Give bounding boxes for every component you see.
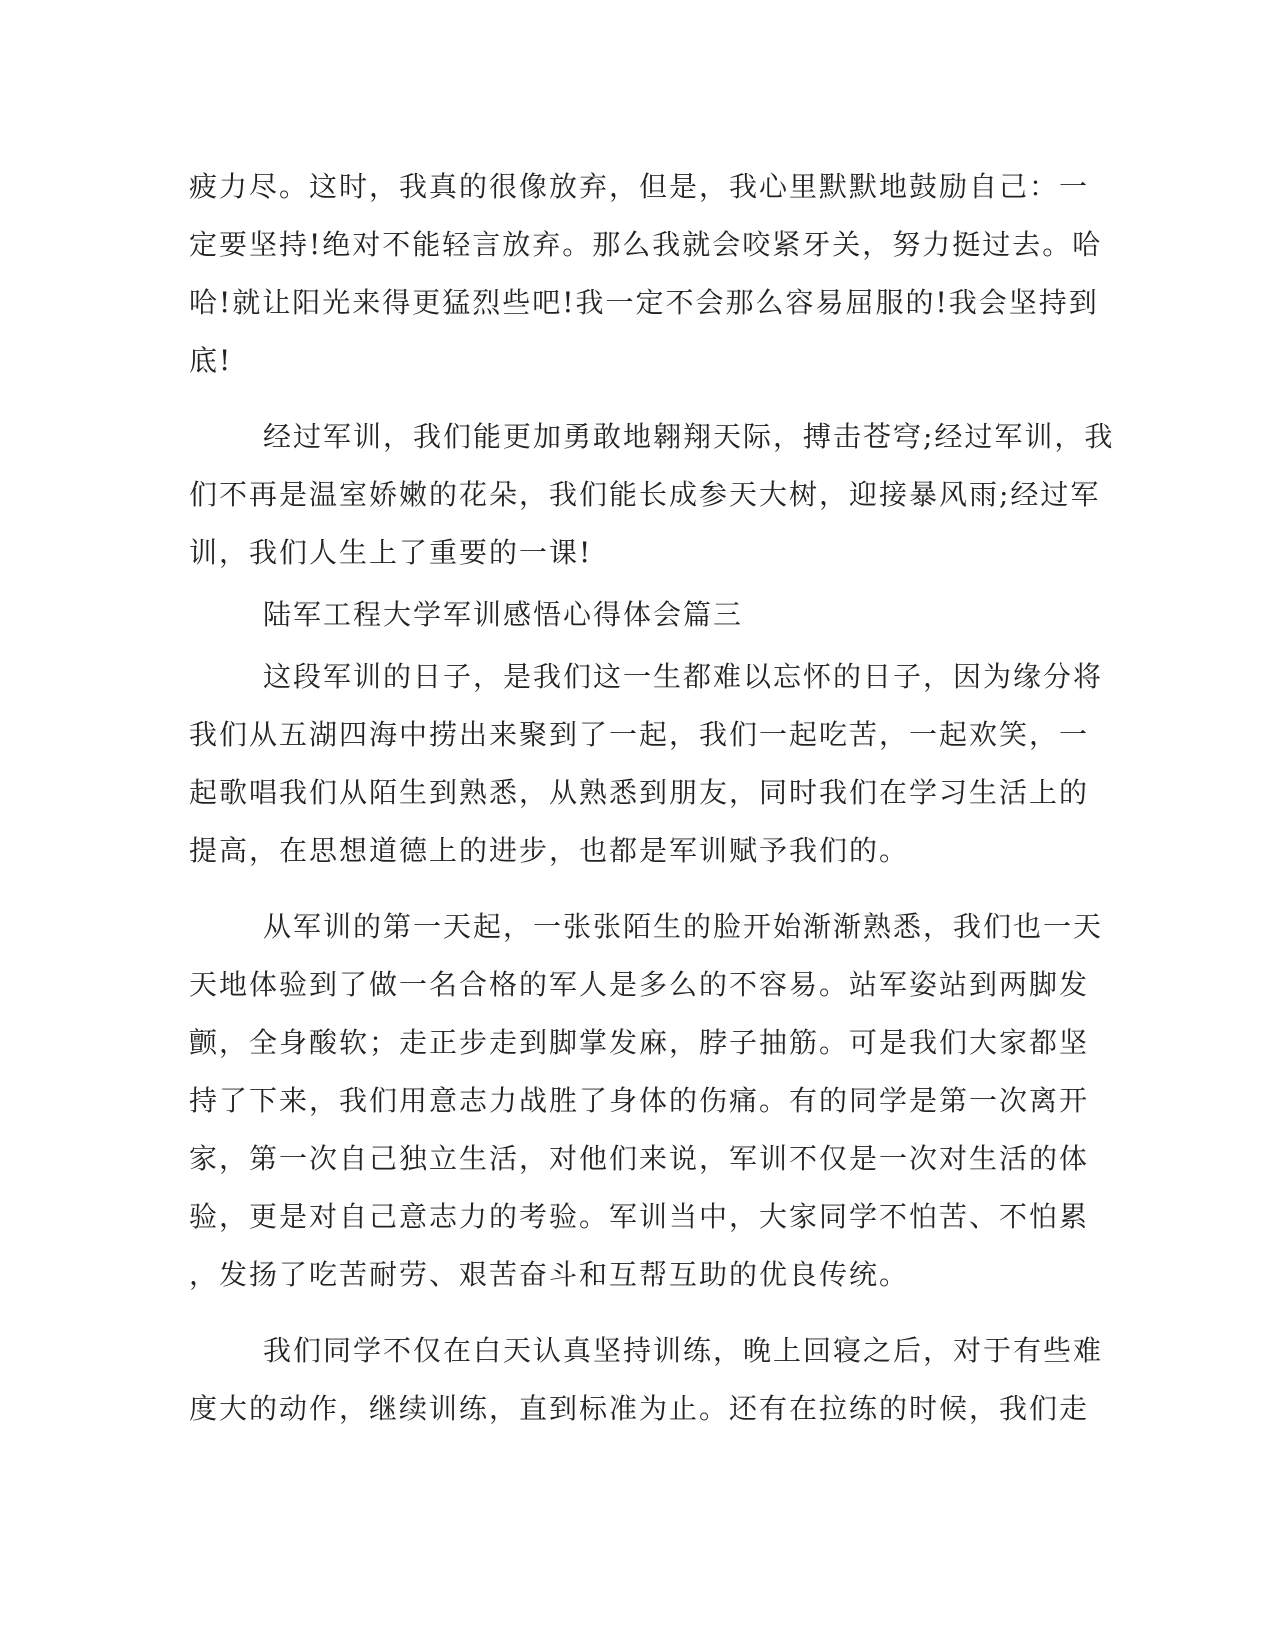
paragraph: [189, 648, 1104, 880]
text-line: 度大的动作，继续训练，直到标准为止。还有在拉练的时候，我们走: [189, 1392, 1090, 1425]
text-line: 经过军训，我们能更加勇敢地翱翔天际，搏击苍穹;经过军训，我: [263, 420, 1115, 453]
heading-line: 陆军工程大学军训感悟心得体会篇三: [263, 598, 744, 631]
text-line: 这段军训的日子，是我们这一生都难以忘怀的日子，因为缘分将: [263, 660, 1104, 693]
text-line: 起歌唱我们从陌生到熟悉，从熟悉到朋友，同时我们在学习生活上的: [189, 776, 1090, 809]
text-line: 从军训的第一天起，一张张陌生的脸开始渐渐熟悉，我们也一天: [263, 910, 1104, 943]
text-line: 我们从五湖四海中捞出来聚到了一起，我们一起吃苦，一起欢笑，一: [189, 718, 1090, 751]
text-line: 哈!就让阳光来得更猛烈些吧!我一定不会那么容易屈服的!我会坚持到: [189, 286, 1099, 319]
text-line: 家，第一次自己独立生活，对他们来说，军训不仅是一次对生活的体: [189, 1142, 1090, 1175]
text-line: 疲力尽。这时，我真的很像放弃，但是，我心里默默地鼓励自己：一: [189, 170, 1090, 203]
text-line: ，发扬了吃苦耐劳、艰苦奋斗和互帮互助的优良传统。: [189, 1258, 910, 1291]
paragraph: [189, 1322, 1104, 1438]
text-line: 天地体验到了做一名合格的军人是多么的不容易。站军姿站到两脚发: [189, 968, 1090, 1001]
text-line: 定要坚持!绝对不能轻言放弃。那么我就会咬紧牙关，努力挺过去。哈: [189, 228, 1103, 261]
text-line: 底!: [189, 344, 233, 377]
text-line: 训，我们人生上了重要的一课!: [189, 536, 593, 569]
paragraph: [189, 408, 1115, 582]
text-line: 颤，全身酸软；走正步走到脚掌发麻，脖子抽筋。可是我们大家都坚: [189, 1026, 1090, 1059]
paragraph-continuation: [189, 158, 1103, 390]
document-body: [189, 158, 1115, 1438]
section-heading: [189, 586, 1069, 644]
text-line: 我们同学不仅在白天认真坚持训练，晚上回寝之后，对于有些难: [263, 1334, 1104, 1367]
paragraph: [189, 898, 1104, 1304]
text-line: 持了下来，我们用意志力战胜了身体的伤痛。有的同学是第一次离开: [189, 1084, 1090, 1117]
text-line: 提高，在思想道德上的进步，也都是军训赋予我们的。: [189, 834, 910, 867]
text-line: 们不再是温室娇嫩的花朵，我们能长成参天大树，迎接暴风雨;经过军: [189, 478, 1101, 511]
text-line: 验，更是对自己意志力的考验。军训当中，大家同学不怕苦、不怕累: [189, 1200, 1090, 1233]
